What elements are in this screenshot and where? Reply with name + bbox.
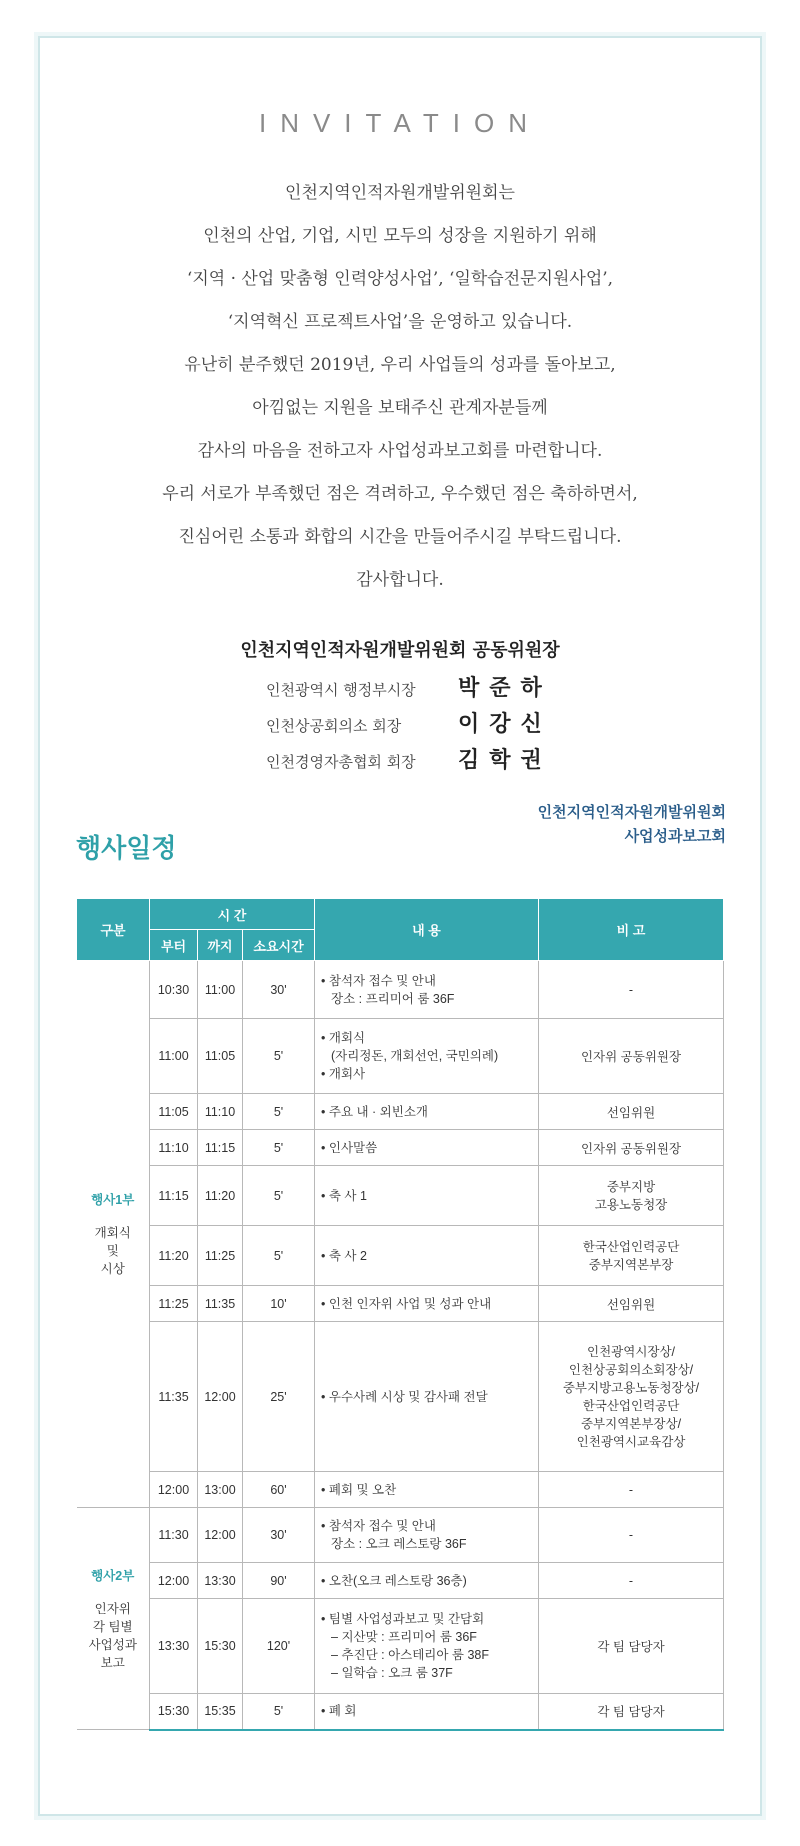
- group-cell: [77, 1508, 150, 1730]
- cell-note: 각 팀 담당자: [539, 1599, 724, 1694]
- group-desc: 보고: [100, 1655, 125, 1670]
- content-text: 참석자 접수 및 안내: [328, 973, 436, 988]
- cell-to: 13:00: [198, 1472, 243, 1508]
- group-desc: 각 팀별: [92, 1619, 133, 1634]
- header-from: 부터: [150, 930, 198, 961]
- group-name: 행사1부: [91, 1193, 135, 1207]
- content-text: 오찬(오크 레스토랑 36층): [328, 1573, 467, 1588]
- header-category: 구분: [77, 899, 150, 961]
- body-line: 감사합니다.: [356, 570, 444, 590]
- cell-from: 11:00: [150, 1019, 198, 1094]
- content-line: • 팀별 사업성과보고 및 간담회: [321, 1612, 485, 1626]
- content-line: • 개회식: [321, 1031, 366, 1045]
- table-row: [77, 1130, 724, 1166]
- cell-duration: 5': [243, 1166, 315, 1226]
- note-line: 인천상공회의소회장상/: [568, 1362, 694, 1377]
- content-sub: 장소 : 오크 레스토랑 36F: [331, 1537, 467, 1551]
- cell-to: 13:30: [198, 1563, 243, 1599]
- body-line: 인천의 산업, 기업, 시민 모두의 성장을 지원하기 위해: [203, 226, 597, 246]
- cell-duration: 60': [243, 1472, 315, 1508]
- cell-content: [315, 1226, 539, 1286]
- cell-duration: 120': [243, 1599, 315, 1694]
- body-line: ‘지역 · 산업 맞춤형 인력양성사업’, ‘일학습전문지원사업’,: [186, 269, 614, 289]
- cell-duration: 30': [243, 961, 315, 1019]
- cell-duration: 5': [243, 1130, 315, 1166]
- cell-to: 11:00: [198, 961, 243, 1019]
- content-line: • 폐회 및 오찬: [321, 1482, 397, 1497]
- cell-duration: 5': [243, 1226, 315, 1286]
- note-line: 한국산업인력공단: [582, 1239, 680, 1254]
- cell-note: 선임위원: [539, 1094, 724, 1130]
- content-text: 개회식: [328, 1031, 366, 1045]
- table-row: [77, 1322, 724, 1472]
- group-desc: 인자위: [94, 1601, 131, 1616]
- cell-note: 각 팀 담당자: [539, 1694, 724, 1730]
- cell-note: [539, 1322, 724, 1472]
- content-text: 주요 내 · 외빈소개: [328, 1104, 428, 1119]
- cell-content: [315, 961, 539, 1019]
- cell-from: 12:00: [150, 1563, 198, 1599]
- cell-from: 12:00: [150, 1472, 198, 1508]
- content-line: • 참석자 접수 및 안내: [321, 973, 436, 988]
- cell-duration: 5': [243, 1094, 315, 1130]
- cell-to: 11:15: [198, 1130, 243, 1166]
- group-name: 행사2부: [91, 1568, 135, 1583]
- content-sub: 장소 : 프리미어 룸 36F: [331, 991, 455, 1006]
- cell-content: [315, 1322, 539, 1472]
- cell-content: [315, 1472, 539, 1508]
- invitation-title: INVITATION: [258, 108, 542, 138]
- cell-content: [315, 1094, 539, 1130]
- signatory-name: 이강신: [458, 711, 552, 737]
- content-text: 폐 회: [328, 1704, 357, 1719]
- cell-duration: 5': [243, 1694, 315, 1730]
- cell-to: 11:25: [198, 1226, 243, 1286]
- table-row: [77, 1226, 724, 1286]
- cell-content: [315, 1130, 539, 1166]
- cell-duration: 5': [243, 1019, 315, 1094]
- note-line: 고용노동청장: [594, 1197, 668, 1212]
- body-line: ‘지역혁신 프로젝트사업’을 운영하고 있습니다.: [227, 312, 573, 332]
- cell-content: [315, 1563, 539, 1599]
- committee-title: 인천지역인적자원개발위원회 공동위원장: [240, 640, 560, 661]
- content-text: 축 사 2: [328, 1248, 367, 1263]
- cell-duration: 25': [243, 1322, 315, 1472]
- body-line: 인천지역인적자원개발위원회는: [285, 183, 515, 203]
- invitation-body: [0, 172, 800, 602]
- cell-to: 11:35: [198, 1286, 243, 1322]
- cell-content: [315, 1166, 539, 1226]
- cell-from: 11:30: [150, 1508, 198, 1563]
- cell-note: -: [539, 1472, 724, 1508]
- org-name: 인천지역인적자원개발위원회: [537, 803, 726, 821]
- content-line: • 오찬(오크 레스토랑 36층): [321, 1573, 467, 1588]
- content-line: • 참석자 접수 및 안내: [321, 1519, 436, 1533]
- body-line: 감사의 마음을 전하고자 사업성과보고회를 마련합니다.: [197, 441, 603, 461]
- content-text: 참석자 접수 및 안내: [328, 1519, 436, 1533]
- content-sub: – 추진단 : 아스테리아 룸 38F: [331, 1648, 490, 1662]
- cell-note: 인자위 공동위원장: [539, 1130, 724, 1166]
- cell-to: 12:00: [198, 1322, 243, 1472]
- header-duration: 소요시간: [243, 930, 315, 961]
- event-name: 사업성과보고회: [624, 827, 726, 845]
- table-row: [77, 1563, 724, 1599]
- content-line: • 개회사: [321, 1067, 366, 1081]
- body-line: 아낌없는 지원을 보태주신 관계자분들께: [252, 398, 548, 418]
- body-line: 진심어린 소통과 화합의 시간을 만들어주시길 부탁드립니다.: [178, 527, 622, 547]
- event-organizer: [538, 800, 726, 848]
- table-row: [77, 1508, 724, 1563]
- cell-note: -: [539, 1563, 724, 1599]
- content-sub: (자리정돈, 개회선언, 국민의례): [331, 1049, 499, 1063]
- cell-to: 11:20: [198, 1166, 243, 1226]
- group-desc: 시상: [100, 1262, 125, 1276]
- table-row: [77, 1094, 724, 1130]
- signatory-role: 인천광역시 행정부시장: [266, 681, 416, 699]
- cell-from: 11:20: [150, 1226, 198, 1286]
- content-text: 축 사 1: [328, 1188, 367, 1203]
- signatory: [266, 670, 552, 706]
- table-row: [77, 1599, 724, 1694]
- cell-from: 11:15: [150, 1166, 198, 1226]
- table-row: [77, 1694, 724, 1730]
- cell-to: 11:05: [198, 1019, 243, 1094]
- cell-from: 11:10: [150, 1130, 198, 1166]
- note-line: 중부지방고용노동청장상/: [562, 1380, 700, 1395]
- cell-from: 13:30: [150, 1599, 198, 1694]
- note-line: 인천광역시교육감상: [576, 1434, 686, 1449]
- cell-note: [539, 1226, 724, 1286]
- body-line: 우리 서로가 부족했던 점은 격려하고, 우수했던 점은 축하하면서,: [162, 484, 638, 504]
- note-line: 한국산업인력공단: [582, 1398, 680, 1413]
- content-line: • 축 사 2: [321, 1248, 367, 1263]
- content-text: 팀별 사업성과보고 및 간담회: [328, 1612, 485, 1626]
- content-line: • 폐 회: [321, 1704, 357, 1719]
- content-text: 개회사: [328, 1067, 366, 1081]
- cell-to: 12:00: [198, 1508, 243, 1563]
- cell-note: -: [539, 961, 724, 1019]
- cell-from: 11:35: [150, 1322, 198, 1472]
- group-desc: 개회식: [94, 1226, 131, 1240]
- schedule-title: 행사일정: [76, 834, 177, 864]
- cell-note: -: [539, 1508, 724, 1563]
- note-line: 중부지역본부장상/: [580, 1416, 682, 1431]
- table-row: [77, 1019, 724, 1094]
- group-desc: 사업성과: [88, 1637, 137, 1652]
- cell-note: 인자위 공동위원장: [539, 1019, 724, 1094]
- cell-duration: 90': [243, 1563, 315, 1599]
- content-text: 우수사례 시상 및 감사패 전달: [328, 1389, 488, 1404]
- table-row: [77, 1166, 724, 1226]
- content-line: • 우수사례 시상 및 감사패 전달: [321, 1389, 488, 1404]
- cell-duration: 10': [243, 1286, 315, 1322]
- cell-to: 15:35: [198, 1694, 243, 1730]
- note-line: 인천광역시장상/: [587, 1344, 676, 1359]
- content-line: • 축 사 1: [321, 1188, 367, 1203]
- table-row: [77, 1472, 724, 1508]
- cell-note: [539, 1166, 724, 1226]
- signatory-role: 인천경영자총협회 회장: [266, 753, 416, 771]
- cell-content: [315, 1286, 539, 1322]
- signatory-name: 박준하: [458, 675, 552, 701]
- content-sub: – 지산맞 : 프리미어 룸 36F: [331, 1630, 477, 1644]
- cell-note: 선임위원: [539, 1286, 724, 1322]
- signatory: [266, 742, 552, 778]
- note-line: 중부지방: [606, 1179, 656, 1194]
- content-line: • 인사말씀: [321, 1140, 378, 1155]
- cell-from: 10:30: [150, 961, 198, 1019]
- cell-from: 15:30: [150, 1694, 198, 1730]
- content-text: 인천 인자위 사업 및 성과 안내: [328, 1296, 492, 1311]
- signatory-role: 인천상공회의소 회장: [266, 717, 402, 735]
- content-line: • 주요 내 · 외빈소개: [321, 1104, 428, 1119]
- cell-content: [315, 1019, 539, 1094]
- cell-to: 11:10: [198, 1094, 243, 1130]
- header-content: 내 용: [315, 899, 539, 961]
- group-desc: 및: [106, 1244, 119, 1258]
- cell-content: [315, 1508, 539, 1563]
- schedule-table: [76, 898, 724, 1731]
- header-time: 시 간: [150, 899, 315, 930]
- cell-from: 11:25: [150, 1286, 198, 1322]
- signatory: [266, 706, 552, 742]
- note-line: 중부지역본부장: [588, 1257, 674, 1272]
- cell-content: [315, 1694, 539, 1730]
- header-note: 비 고: [539, 899, 724, 961]
- table-row: [77, 1286, 724, 1322]
- content-text: 인사말씀: [328, 1140, 378, 1155]
- content-sub: – 일학습 : 오크 룸 37F: [331, 1666, 453, 1680]
- content-line: • 인천 인자위 사업 및 성과 안내: [321, 1296, 492, 1311]
- content-text: 폐회 및 오찬: [328, 1482, 397, 1497]
- header-to: 까지: [198, 930, 243, 961]
- cell-content: [315, 1599, 539, 1694]
- table-row: [77, 961, 724, 1019]
- cell-from: 11:05: [150, 1094, 198, 1130]
- cell-to: 15:30: [198, 1599, 243, 1694]
- cell-duration: 30': [243, 1508, 315, 1563]
- group-cell: [77, 961, 150, 1508]
- signatory-name: 김학권: [458, 747, 552, 773]
- body-line: 유난히 분주했던 2019년, 우리 사업들의 성과를 돌아보고,: [184, 355, 616, 375]
